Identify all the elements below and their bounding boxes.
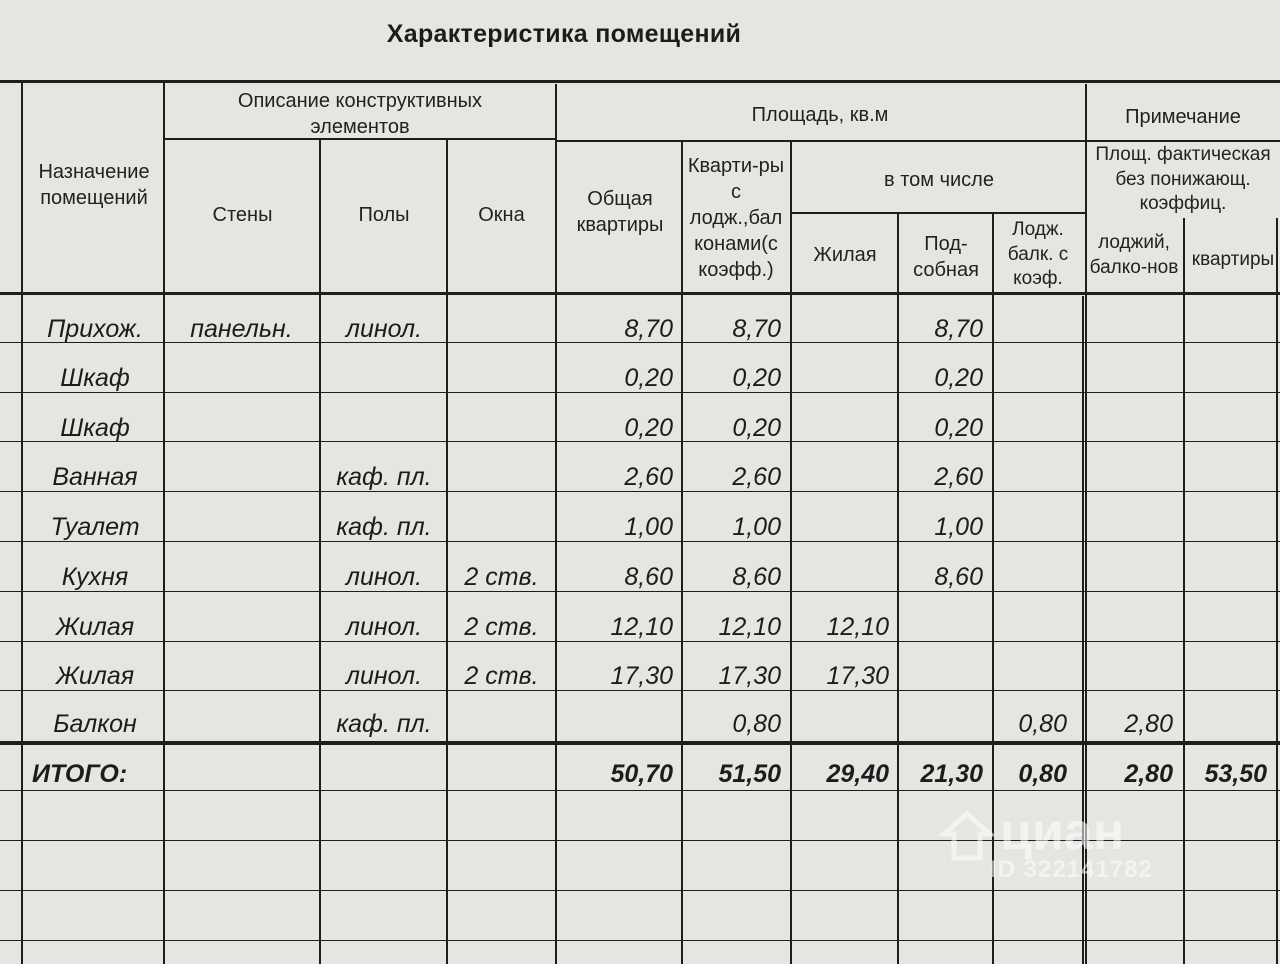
cell-floors: линол. <box>345 661 423 690</box>
cell-actual-loggia <box>1077 652 1181 700</box>
cell-windows: 2 ств. <box>464 661 539 690</box>
header-walls: Стены <box>212 204 273 226</box>
cell-name: Ванная <box>52 462 138 491</box>
cell-floors <box>322 354 446 402</box>
cell-living: 17,30 <box>826 661 889 690</box>
cell-floors <box>322 404 446 452</box>
cell-total: 8,60 <box>624 562 673 591</box>
header-note: Примечание <box>1125 106 1241 128</box>
vertical-rule <box>555 84 557 964</box>
cell-walls: панельн. <box>190 314 293 343</box>
cell-windows <box>450 503 553 551</box>
cell-walls <box>165 652 318 700</box>
cell-living: 12,10 <box>826 612 889 641</box>
cell-actual-flat <box>1183 453 1275 501</box>
cell-floors: линол. <box>345 562 423 591</box>
cell-actual-flat <box>1183 603 1275 651</box>
cell-actual-flat <box>1183 305 1275 353</box>
horizontal-rule <box>0 292 1280 295</box>
cell-total: 0,20 <box>624 413 673 442</box>
horizontal-rule <box>0 741 1280 745</box>
total-actual-flat: 53,50 <box>1204 759 1267 788</box>
total-label: ИТОГО: <box>32 759 128 788</box>
cell-windows: 2 ств. <box>464 562 539 591</box>
horizontal-rule <box>0 80 1280 83</box>
watermark <box>940 803 1180 886</box>
cell-with-loggia: 2,60 <box>732 462 781 491</box>
cell-with-loggia: 8,60 <box>732 562 781 591</box>
horizontal-rule <box>0 541 1280 542</box>
horizontal-rule <box>164 138 555 140</box>
cell-actual-loggia <box>1077 503 1181 551</box>
cell-with-loggia: 1,00 <box>732 512 781 541</box>
cell-loggia <box>993 553 1075 601</box>
cian-logo-icon <box>940 810 994 864</box>
horizontal-rule <box>0 690 1280 691</box>
cell-total: 1,00 <box>624 512 673 541</box>
cell-name: Туалет <box>50 512 140 541</box>
header-windows: Окна <box>478 204 525 226</box>
vertical-rule <box>1276 218 1278 964</box>
cell-living <box>791 404 897 452</box>
cell-loggia <box>993 404 1075 452</box>
header-purpose: Назначение помещений <box>38 161 150 209</box>
horizontal-rule <box>0 641 1280 642</box>
cell-actual-loggia <box>1077 553 1181 601</box>
total-loggia: 0,80 <box>1018 759 1067 788</box>
cell-aux: 8,70 <box>934 314 983 343</box>
cell-aux: 0,20 <box>934 363 983 392</box>
header-area: Площадь, кв.м <box>751 104 889 126</box>
cell-living <box>791 453 897 501</box>
horizontal-rule <box>0 491 1280 492</box>
cell-floors: каф. пл. <box>336 512 432 541</box>
header-total-flat: Общая квартиры <box>576 188 664 236</box>
cell-walls <box>165 354 318 402</box>
total-total: 50,70 <box>610 759 673 788</box>
header-construction: Описание конструктивных элементов <box>237 90 483 138</box>
total-actual-loggia: 2,80 <box>1124 759 1173 788</box>
cell-windows <box>450 453 553 501</box>
cell-living <box>791 305 897 353</box>
vertical-rule <box>1183 218 1185 964</box>
horizontal-rule <box>0 890 1280 891</box>
header-loggias: лоджий, балко-нов <box>1089 232 1179 278</box>
watermark-brand: циан <box>1000 803 1125 861</box>
cell-floors: каф. пл. <box>336 709 432 738</box>
cell-total: 17,30 <box>610 661 673 690</box>
header-auxiliary: Под-собная <box>913 233 979 281</box>
vertical-rule <box>163 82 165 964</box>
cell-with-loggia: 12,10 <box>718 612 781 641</box>
vertical-rule <box>790 140 792 964</box>
cell-total: 2,60 <box>624 462 673 491</box>
vertical-rule <box>897 212 899 964</box>
horizontal-rule <box>792 212 1085 214</box>
cell-total: 12,10 <box>610 612 673 641</box>
cell-total: 8,70 <box>624 314 673 343</box>
horizontal-rule <box>1085 140 1280 142</box>
cell-loggia <box>993 354 1075 402</box>
header-loggia-coef: Лодж. балк. с коэф. <box>1007 218 1069 290</box>
cell-loggia <box>993 652 1075 700</box>
cell-total: 0,20 <box>624 363 673 392</box>
horizontal-rule <box>0 342 1280 343</box>
cell-aux: 8,60 <box>934 562 983 591</box>
cell-windows: 2 ств. <box>464 612 539 641</box>
cell-walls <box>165 453 318 501</box>
vertical-rule <box>319 138 321 964</box>
header-flat-with-loggia: Кварти-ры с лодж.,бал конами(с коэфф.) <box>687 155 785 281</box>
cell-actual-flat <box>1183 652 1275 700</box>
horizontal-rule <box>0 392 1280 393</box>
cell-actual-flat <box>1183 553 1275 601</box>
cell-actual-loggia <box>1077 404 1181 452</box>
header-floors: Полы <box>358 204 410 226</box>
horizontal-rule <box>0 940 1280 941</box>
horizontal-rule <box>0 441 1280 442</box>
cell-name: Шкаф <box>60 413 130 442</box>
cell-actual-loggia <box>1077 354 1181 402</box>
horizontal-rule <box>0 790 1280 791</box>
cell-with-loggia: 0,20 <box>732 363 781 392</box>
cell-floors: каф. пл. <box>336 462 432 491</box>
cell-windows <box>450 354 553 402</box>
cell-with-loggia: 8,70 <box>732 314 781 343</box>
cell-windows <box>450 305 553 353</box>
cell-actual-loggia <box>1077 603 1181 651</box>
page-title: Характеристика помещений <box>386 20 742 48</box>
cell-aux <box>899 652 991 700</box>
header-including: в том числе <box>884 169 994 191</box>
horizontal-rule <box>555 140 1085 142</box>
header-living: Жилая <box>813 244 877 266</box>
total-with-loggia: 51,50 <box>718 759 781 788</box>
cell-loggia <box>993 603 1075 651</box>
cell-actual-loggia <box>1077 305 1181 353</box>
vertical-rule <box>21 80 23 964</box>
cell-loggia <box>993 453 1075 501</box>
cell-loggia <box>993 503 1075 551</box>
vertical-rule <box>681 140 683 964</box>
total-living: 29,40 <box>826 759 889 788</box>
cell-walls <box>165 404 318 452</box>
cell-floors: линол. <box>345 612 423 641</box>
cell-name: Прихож. <box>47 314 143 343</box>
cell-name: Балкон <box>53 709 137 738</box>
cell-aux: 2,60 <box>934 462 983 491</box>
header-actual-area: Площ. фактическая без понижающ. коэффиц. <box>1095 143 1271 215</box>
cell-floors: линол. <box>345 314 423 343</box>
cell-with-loggia: 17,30 <box>718 661 781 690</box>
cell-living <box>791 553 897 601</box>
cell-actual-loggia: 2,80 <box>1124 709 1173 738</box>
watermark-id: ID 322141782 <box>990 856 1153 883</box>
cell-walls <box>165 603 318 651</box>
cell-loggia <box>993 305 1075 353</box>
cell-name: Жилая <box>55 612 135 641</box>
cell-aux: 0,20 <box>934 413 983 442</box>
cell-actual-loggia <box>1077 453 1181 501</box>
cell-loggia: 0,80 <box>1018 709 1067 738</box>
cell-aux: 1,00 <box>934 512 983 541</box>
horizontal-rule <box>0 591 1280 592</box>
cell-with-loggia: 0,20 <box>732 413 781 442</box>
cell-windows <box>450 404 553 452</box>
cell-actual-flat <box>1183 404 1275 452</box>
cell-actual-flat <box>1183 503 1275 551</box>
cell-name: Жилая <box>55 661 135 690</box>
cell-actual-flat <box>1183 354 1275 402</box>
cell-aux <box>899 603 991 651</box>
cell-walls <box>165 503 318 551</box>
cell-name: Кухня <box>61 562 129 591</box>
cell-with-loggia: 0,80 <box>732 709 781 738</box>
vertical-rule <box>446 138 448 964</box>
header-flat: квартиры <box>1191 248 1275 270</box>
cell-living <box>791 354 897 402</box>
total-aux: 21,30 <box>920 759 983 788</box>
cell-living <box>791 503 897 551</box>
cell-name: Шкаф <box>60 363 130 392</box>
cell-walls <box>165 553 318 601</box>
